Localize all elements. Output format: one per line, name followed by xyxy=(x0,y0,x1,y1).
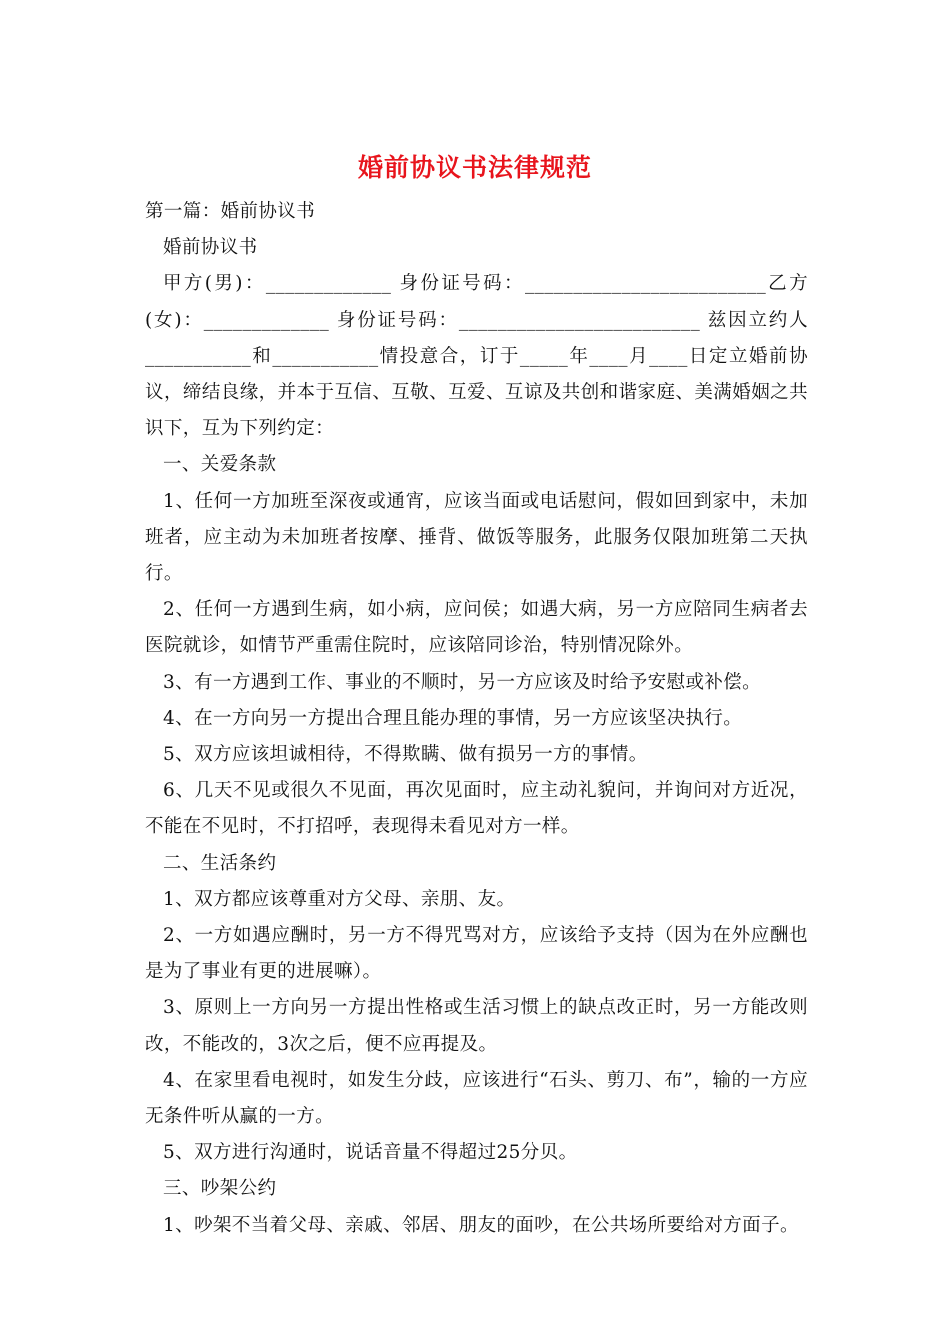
document-paragraph: 2、一方如遇应酬时，另一方不得咒骂对方，应该给予支持（因为在外应酬也是为了事业有更的进展嘛）。 xyxy=(145,925,808,983)
document-title: 婚前协议书法律规范 xyxy=(357,153,592,182)
document-paragraph: 2、任何一方遇到生病，如小病，应问侯；如遇大病，另一方应陪同生病者去医院就诊，如情节严重需住院时，应该陪同诊治，特别情况除外。 xyxy=(145,599,808,657)
document-paragraph: 1、双方都应该尊重对方父母、亲朋、友。 xyxy=(163,888,516,910)
document-paragraph: 三、吵架公约 xyxy=(163,1178,277,1200)
document-paragraph: 5、双方进行沟通时，说话音量不得超过25分贝。 xyxy=(163,1142,578,1164)
document-paragraph: 4、在一方向另一方提出合理且能办理的事情，另一方应该坚决执行。 xyxy=(163,707,743,729)
section-heading: 第一篇：婚前协议书 xyxy=(145,201,316,222)
document-paragraph: 5、双方应该坦诚相待，不得欺瞒、做有损另一方的事情。 xyxy=(163,744,648,766)
document-body xyxy=(145,194,808,1244)
document-paragraph: 二、生活条约 xyxy=(163,852,277,874)
document-paragraph: 1、吵架不当着父母、亲戚、邻居、朋友的面吵，在公共场所要给对方面子。 xyxy=(163,1214,799,1236)
document-paragraph: 6、几天不见或很久不见面，再次见面时，应主动礼貌问，并询问对方近况，不能在不见时，不打招呼，表现得未看见对方一样。 xyxy=(145,780,808,838)
document-paragraph: 婚前协议书 xyxy=(163,237,258,259)
document-paragraph: 1、任何一方加班至深夜或通宵，应该当面或电话慰问，假如回到家中，未加班者，应主动为未加班者按摩、捶背、做饭等服务，此服务仅限加班第二天执行。 xyxy=(145,490,808,585)
document-paragraph: 4、在家里看电视时，如发生分歧，应该进行“石头、剪刀、布”，输的一方应无条件听从赢的一方。 xyxy=(145,1069,808,1128)
document-paragraph: 甲方(男)：_____________ 身份证号码：_________________________乙方(女)：_____________ 身份证号码：_________________________ 兹因立约人___________和___________情投意合，订于_____年____月____日定立婚前协议，缔结良缘，并本于互信、互敬、互爱、互谅及共创和谐家庭、美满婚姻之共识下，互为下列约定： xyxy=(145,273,808,440)
document-paragraph: 3、有一方遇到工作、事业的不顺时，另一方应该及时给予安慰或补偿。 xyxy=(163,671,762,693)
document-paragraph: 3、原则上一方向另一方提出性格或生活习惯上的缺点改正时，另一方能改则改，不能改的，3次之后，便不应再提及。 xyxy=(145,997,808,1055)
document-paragraph: 一、关爱条款 xyxy=(163,454,277,476)
